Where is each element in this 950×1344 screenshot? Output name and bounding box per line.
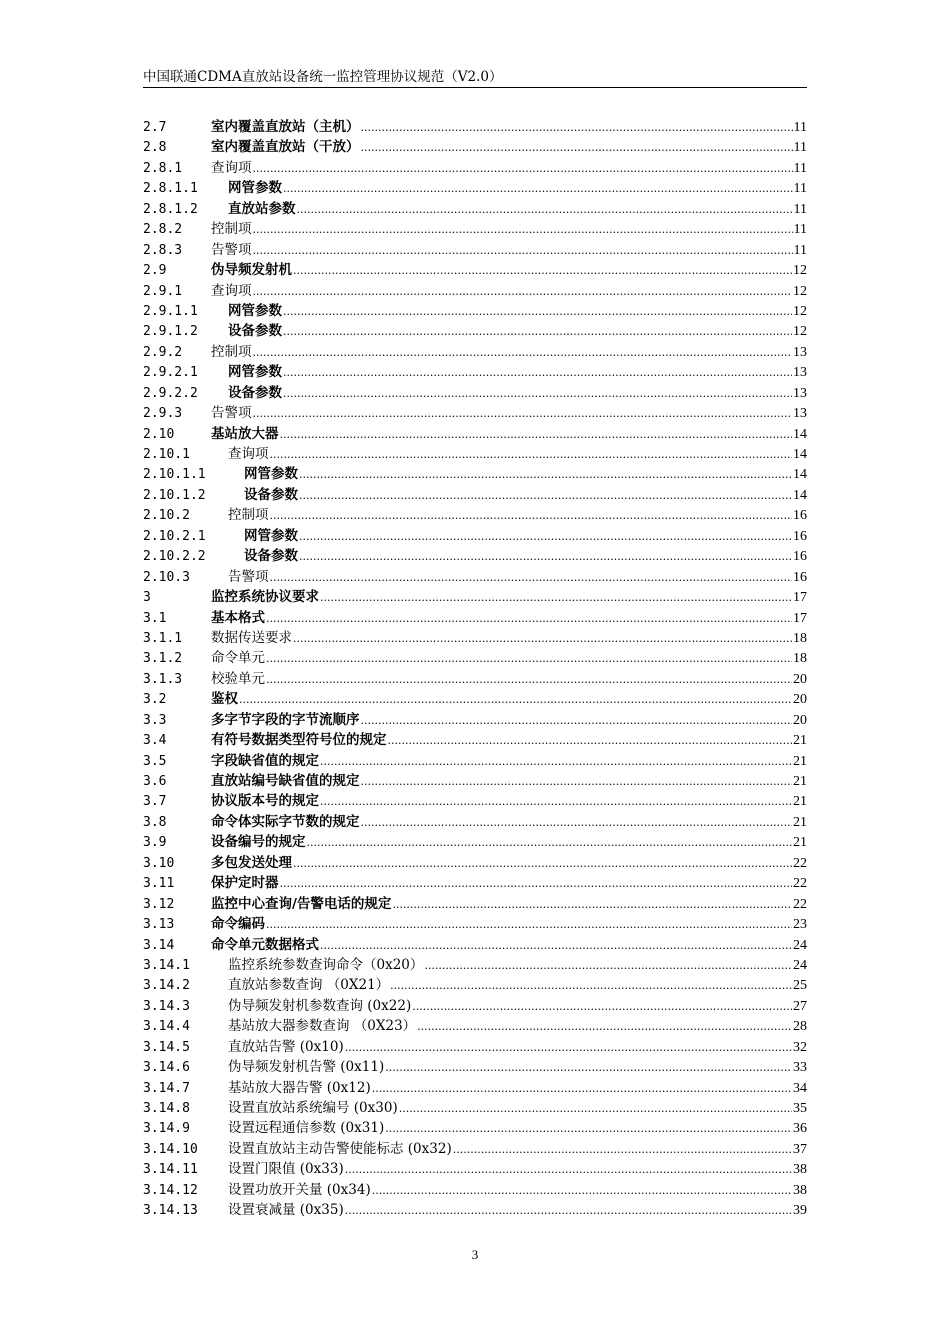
dot-leader — [399, 1099, 792, 1119]
toc-entry-title: 直放站参数查询 （0X21） — [228, 977, 390, 994]
dot-leader — [283, 302, 792, 322]
toc-entry[interactable] — [143, 608, 807, 628]
toc-entry-title: 监控系统参数查询命令（0x20） — [228, 956, 424, 973]
toc-entry[interactable] — [143, 383, 807, 403]
toc-entry[interactable] — [143, 403, 807, 423]
dot-leader — [266, 609, 792, 629]
toc-entry-page: 11 — [793, 120, 807, 135]
toc-entry-number: 3.8 — [143, 814, 167, 830]
toc-entry-number: 3.5 — [143, 753, 167, 769]
dot-leader — [266, 915, 792, 935]
dot-leader — [307, 833, 793, 853]
toc-entry-number: 2.9.2.1 — [143, 365, 198, 381]
dot-leader — [283, 384, 792, 404]
toc-entry-page: 12 — [793, 263, 807, 279]
toc-entry-title: 室内覆盖直放站（干放） — [211, 139, 360, 156]
toc-entry-title: 控制项 — [211, 221, 252, 238]
toc-entry-title: 命令编码 — [211, 916, 265, 933]
toc-entry-title: 多包发送处理 — [211, 854, 292, 871]
toc-entry-number: 3.2 — [143, 692, 167, 708]
toc-entry-page: 11 — [793, 181, 807, 197]
dot-leader — [392, 895, 792, 915]
toc-entry-number: 2.10.2 — [143, 508, 190, 524]
toc-entry-number: 3.14.2 — [143, 978, 190, 994]
toc-entry-page: 18 — [793, 651, 807, 667]
dot-leader — [390, 976, 792, 996]
toc-entry-page: 14 — [793, 426, 807, 442]
dot-leader — [453, 1140, 792, 1160]
dot-leader — [417, 1017, 792, 1037]
dot-leader — [320, 588, 792, 608]
toc-entry-title: 设置衰减量 (0x35) — [228, 1202, 344, 1219]
toc-entry-page: 11 — [793, 242, 807, 258]
toc-entry-page: 39 — [793, 1203, 807, 1219]
toc-entry-page: 25 — [793, 978, 807, 994]
toc-entry-title: 查询项 — [211, 159, 252, 176]
toc-entry-number: 3.14.12 — [143, 1182, 198, 1198]
toc-entry-page: 13 — [793, 344, 807, 360]
toc-entry-page: 13 — [793, 385, 807, 401]
dot-leader — [361, 118, 793, 138]
toc-entry-page: 20 — [793, 692, 807, 708]
toc-entry-page: 16 — [793, 569, 807, 585]
toc-entry-page: 21 — [793, 814, 807, 830]
toc-entry[interactable] — [143, 955, 807, 975]
toc-entry-number: 3.4 — [143, 733, 167, 749]
toc-entry[interactable] — [143, 117, 807, 137]
dot-leader — [412, 997, 792, 1017]
dot-leader — [361, 813, 793, 833]
toc-entry-title: 设备参数 — [228, 384, 282, 401]
toc-entry-title: 字段缺省值的规定 — [211, 752, 319, 769]
toc-entry-page: 21 — [793, 753, 807, 769]
toc-entry-number: 3.14.6 — [143, 1060, 190, 1076]
toc-entry-number: 2.10.1 — [143, 447, 190, 462]
dot-leader — [239, 690, 792, 710]
toc-entry-page: 18 — [793, 630, 807, 646]
toc-entry[interactable] — [143, 587, 807, 607]
toc-entry-page: 17 — [793, 590, 807, 606]
toc-entry[interactable] — [143, 689, 807, 709]
dot-leader — [293, 629, 792, 649]
toc-entry-title: 基本格式 — [211, 609, 265, 626]
toc-entry-page: 16 — [793, 549, 807, 565]
toc-entry-number: 3.1.3 — [143, 671, 183, 687]
toc-entry-page: 14 — [793, 487, 807, 503]
dot-leader — [270, 445, 793, 465]
toc-entry-number: 2.9.1 — [143, 283, 183, 299]
dot-leader — [266, 649, 792, 669]
toc-entry-title: 伪导频发射机参数查询 (0x22) — [228, 997, 412, 1014]
toc-entry-page: 14 — [793, 467, 807, 483]
toc-entry[interactable] — [143, 137, 807, 157]
toc-entry-title: 直放站编号缺省值的规定 — [211, 773, 360, 789]
toc-entry-number: 3.14.9 — [143, 1121, 190, 1137]
dot-leader — [283, 363, 792, 383]
toc-entry-title: 网管参数 — [244, 527, 298, 544]
toc-entry-page: 23 — [793, 917, 807, 933]
toc-entry[interactable] — [143, 1139, 807, 1159]
dot-leader — [270, 506, 793, 526]
dot-leader — [253, 404, 793, 424]
toc-entry-title: 网管参数 — [228, 180, 282, 197]
toc-entry[interactable] — [143, 1159, 807, 1179]
dot-leader — [266, 670, 792, 690]
dot-leader — [385, 1058, 792, 1078]
toc-entry[interactable] — [143, 628, 807, 648]
toc-entry[interactable] — [143, 1200, 807, 1220]
toc-entry-number: 2.10.3 — [143, 569, 190, 585]
toc-entry[interactable] — [143, 444, 807, 464]
toc-entry-title: 告警项 — [211, 241, 252, 258]
toc-entry-page: 28 — [793, 1019, 807, 1035]
toc-entry-title: 数据传送要求 — [211, 629, 292, 646]
toc-entry-number: 2.8.1.1 — [143, 181, 198, 197]
toc-entry[interactable] — [143, 812, 807, 832]
toc-entry-page: 35 — [793, 1101, 807, 1116]
toc-entry[interactable] — [143, 730, 807, 750]
toc-entry-number: 2.9.1.1 — [143, 303, 198, 319]
toc-entry[interactable] — [143, 342, 807, 362]
toc-entry[interactable] — [143, 260, 807, 280]
dot-leader — [345, 1038, 792, 1058]
toc-entry-title: 控制项 — [211, 343, 252, 360]
toc-entry-number: 3.14 — [143, 937, 175, 953]
dot-leader — [372, 1181, 792, 1201]
toc-entry-title: 网管参数 — [244, 466, 298, 483]
toc-entry[interactable] — [143, 362, 807, 382]
toc-entry-title: 室内覆盖直放站（主机） — [211, 119, 360, 135]
toc-entry-number: 2.8.1.2 — [143, 201, 198, 217]
toc-entry-page: 36 — [793, 1121, 807, 1137]
toc-entry[interactable] — [143, 914, 807, 934]
dot-leader — [361, 772, 793, 792]
toc-entry-page: 12 — [793, 303, 807, 319]
dot-leader — [424, 956, 792, 976]
toc-entry-number: 3.7 — [143, 794, 167, 810]
toc-entry[interactable] — [143, 710, 807, 730]
toc-entry-title: 设备参数 — [228, 323, 282, 340]
toc-entry[interactable] — [143, 546, 807, 566]
toc-entry-page: 11 — [793, 140, 807, 156]
toc-entry-number: 3.14.3 — [143, 998, 190, 1014]
toc-entry[interactable] — [143, 873, 807, 893]
toc-entry-number: 2.9.1.2 — [143, 324, 198, 340]
toc-entry-number: 3.3 — [143, 712, 167, 728]
toc-entry-number: 3.14.10 — [143, 1141, 198, 1157]
toc-entry-number: 3.9 — [143, 835, 167, 851]
toc-entry-page: 33 — [793, 1060, 807, 1076]
toc-entry-title: 命令单元数据格式 — [211, 936, 319, 953]
dot-leader — [299, 547, 792, 567]
toc-entry-title: 网管参数 — [228, 364, 282, 381]
toc-entry-number: 3.14.5 — [143, 1039, 190, 1055]
dot-leader — [345, 1201, 792, 1221]
toc-entry[interactable] — [143, 751, 807, 771]
toc-entry-title: 伪导频发射机 — [211, 262, 292, 279]
toc-entry-number: 3.14.4 — [143, 1019, 190, 1035]
toc-entry[interactable] — [143, 281, 807, 301]
toc-entry-title: 告警项 — [228, 568, 269, 585]
toc-entry-page: 22 — [793, 876, 807, 892]
toc-entry-number: 2.10 — [143, 426, 175, 442]
toc-entry[interactable] — [143, 1118, 807, 1138]
toc-entry-number: 2.9.2.2 — [143, 385, 198, 401]
toc-entry-number: 3.11 — [143, 876, 175, 892]
toc-entry-page: 27 — [793, 998, 807, 1014]
dot-leader — [388, 731, 793, 751]
toc-entry[interactable] — [143, 648, 807, 668]
toc-entry-number: 3.6 — [143, 774, 167, 789]
toc-entry-title: 多字节字段的字节流顺序 — [211, 711, 360, 728]
toc-entry-title: 控制项 — [228, 507, 269, 524]
toc-entry[interactable] — [143, 1180, 807, 1200]
document-title: 中国联通CDMA直放站设备统一监控管理协议规范（V2.0） — [143, 69, 503, 85]
toc-entry[interactable] — [143, 219, 807, 239]
dot-leader — [283, 179, 793, 199]
toc-entry-page: 21 — [793, 835, 807, 851]
toc-entry-title: 设备编号的规定 — [211, 834, 306, 851]
toc-entry-title: 设备参数 — [244, 486, 298, 503]
toc-entry-title: 设置直放站主动告警使能标志 (0x32) — [228, 1140, 452, 1157]
toc-entry[interactable] — [143, 1037, 807, 1057]
toc-entry-number: 3.14.11 — [143, 1162, 198, 1178]
dot-leader — [293, 854, 792, 874]
toc-entry-number: 3.12 — [143, 896, 175, 912]
toc-entry-number: 2.8 — [143, 140, 167, 156]
toc-entry[interactable] — [143, 996, 807, 1016]
dot-leader — [345, 1160, 792, 1180]
toc-entry-page: 24 — [793, 957, 807, 973]
toc-entry-title: 告警项 — [211, 405, 252, 422]
toc-entry-title: 保护定时器 — [211, 875, 279, 892]
toc-entry-title: 有符号数据类型符号位的规定 — [211, 732, 387, 749]
toc-entry[interactable] — [143, 424, 807, 444]
dot-leader — [283, 322, 792, 342]
toc-entry-title: 命令体实际字节数的规定 — [211, 813, 360, 830]
toc-entry-title: 设置功放开关量 (0x34) — [228, 1181, 371, 1198]
toc-entry-title: 查询项 — [228, 446, 269, 462]
toc-entry-page: 14 — [793, 447, 807, 462]
toc-entry-number: 3.14.13 — [143, 1203, 198, 1219]
toc-entry-title: 基站放大器告警 (0x12) — [228, 1079, 371, 1096]
dot-leader — [280, 874, 793, 894]
toc-entry-number: 3.1.2 — [143, 651, 183, 667]
toc-entry-title: 直放站告警 (0x10) — [228, 1038, 344, 1055]
toc-entry[interactable] — [143, 669, 807, 689]
dot-leader — [253, 282, 793, 302]
toc-entry-page: 37 — [793, 1141, 807, 1157]
toc-entry-title: 鉴权 — [211, 691, 238, 708]
dot-leader — [253, 220, 793, 240]
toc-entry-number: 2.10.1.1 — [143, 467, 206, 483]
toc-entry-page: 17 — [793, 610, 807, 626]
dot-leader — [297, 200, 793, 220]
dot-leader — [320, 792, 792, 812]
table-of-contents — [143, 117, 807, 1221]
toc-entry-number: 2.10.1.2 — [143, 487, 206, 503]
toc-entry-title: 直放站参数 — [228, 200, 296, 217]
dot-leader — [293, 261, 792, 281]
toc-entry-page: 34 — [793, 1080, 807, 1096]
toc-entry[interactable] — [143, 1016, 807, 1036]
toc-entry-title: 查询项 — [211, 282, 252, 299]
toc-entry[interactable] — [143, 791, 807, 811]
toc-entry-number: 3.1 — [143, 610, 167, 626]
dot-leader — [253, 159, 793, 179]
page-header — [143, 65, 807, 88]
toc-entry-number: 2.9.2 — [143, 344, 183, 360]
dot-leader — [270, 568, 793, 588]
toc-entry-number: 3.14.8 — [143, 1101, 190, 1116]
dot-leader — [320, 752, 792, 772]
toc-entry-title: 校验单元 — [211, 670, 265, 687]
toc-entry[interactable] — [143, 894, 807, 914]
dot-leader — [372, 1079, 792, 1099]
toc-entry-number: 3 — [143, 590, 151, 606]
toc-entry-number: 3.13 — [143, 917, 175, 933]
toc-entry-page: 11 — [793, 222, 807, 238]
toc-entry-page: 22 — [793, 855, 807, 871]
toc-entry-title: 设备参数 — [244, 548, 298, 565]
toc-entry[interactable] — [143, 158, 807, 178]
toc-entry[interactable] — [143, 321, 807, 341]
toc-entry-page: 21 — [793, 774, 807, 789]
toc-entry-number: 2.8.3 — [143, 242, 183, 258]
toc-entry-number: 2.10.2.2 — [143, 549, 206, 565]
toc-entry-title: 监控系统协议要求 — [211, 589, 319, 606]
toc-entry[interactable] — [143, 464, 807, 484]
toc-entry-number: 3.14.7 — [143, 1080, 190, 1096]
toc-entry-page: 16 — [793, 528, 807, 544]
toc-entry-page: 11 — [793, 201, 807, 217]
toc-entry[interactable] — [143, 178, 807, 198]
toc-entry-page: 12 — [793, 283, 807, 299]
toc-entry-page: 11 — [793, 160, 807, 176]
toc-entry[interactable] — [143, 771, 807, 791]
toc-entry[interactable] — [143, 1057, 807, 1077]
toc-entry-title: 设置直放站系统编号 (0x30) — [228, 1100, 398, 1116]
toc-entry-page: 38 — [793, 1162, 807, 1178]
toc-entry[interactable] — [143, 240, 807, 260]
dot-leader — [361, 138, 793, 158]
toc-entry-number: 2.10.2.1 — [143, 528, 206, 544]
page-number: 3 — [471, 1247, 479, 1262]
toc-entry-number: 2.7 — [143, 120, 167, 135]
toc-entry-page: 20 — [793, 671, 807, 687]
dot-leader — [385, 1119, 792, 1139]
toc-entry-title: 协议版本号的规定 — [211, 793, 319, 810]
toc-entry[interactable] — [143, 1098, 807, 1118]
toc-entry-page: 21 — [793, 794, 807, 810]
toc-entry[interactable] — [143, 301, 807, 321]
dot-leader — [299, 465, 792, 485]
toc-entry-title: 基站放大器参数查询 （0X23） — [228, 1018, 417, 1035]
toc-entry-title: 伪导频发射机告警 (0x11) — [228, 1059, 385, 1076]
toc-entry-title: 设置门限值 (0x33) — [228, 1161, 344, 1178]
toc-entry-title: 监控中心查询/告警电话的规定 — [211, 895, 392, 912]
toc-entry-number: 2.8.1 — [143, 160, 183, 176]
toc-entry[interactable] — [143, 1078, 807, 1098]
toc-entry-page: 32 — [793, 1039, 807, 1055]
dot-leader — [299, 486, 792, 506]
dot-leader — [253, 343, 793, 363]
dot-leader — [320, 936, 792, 956]
dot-leader — [253, 241, 793, 261]
toc-entry[interactable] — [143, 567, 807, 587]
toc-entry-page: 16 — [793, 508, 807, 524]
toc-entry-page: 24 — [793, 937, 807, 953]
toc-entry[interactable] — [143, 975, 807, 995]
toc-entry-page: 21 — [793, 733, 807, 749]
toc-entry[interactable] — [143, 505, 807, 525]
toc-entry-number: 2.9.3 — [143, 406, 183, 422]
toc-entry-page: 13 — [793, 365, 807, 381]
toc-entry-page: 13 — [793, 406, 807, 422]
dot-leader — [299, 527, 792, 547]
dot-leader — [361, 711, 793, 731]
toc-entry[interactable] — [143, 526, 807, 546]
toc-entry[interactable] — [143, 935, 807, 955]
toc-entry-title: 基站放大器 — [211, 425, 279, 442]
dot-leader — [280, 425, 793, 445]
toc-entry-number: 2.9 — [143, 263, 167, 279]
toc-entry-page: 12 — [793, 324, 807, 340]
toc-entry-title: 网管参数 — [228, 302, 282, 319]
toc-entry-number: 3.10 — [143, 855, 175, 871]
toc-entry-page: 20 — [793, 712, 807, 728]
toc-entry-number: 2.8.2 — [143, 222, 183, 238]
toc-entry[interactable] — [143, 832, 807, 852]
toc-entry-page: 38 — [793, 1182, 807, 1198]
toc-entry-number: 3.1.1 — [143, 630, 183, 646]
toc-entry[interactable] — [143, 853, 807, 873]
toc-entry-page: 22 — [793, 896, 807, 912]
toc-entry-title: 命令单元 — [211, 650, 265, 667]
toc-entry-title: 设置远程通信参数 (0x31) — [228, 1120, 385, 1137]
toc-entry[interactable] — [143, 485, 807, 505]
toc-entry[interactable] — [143, 199, 807, 219]
toc-entry-number: 3.14.1 — [143, 957, 190, 973]
